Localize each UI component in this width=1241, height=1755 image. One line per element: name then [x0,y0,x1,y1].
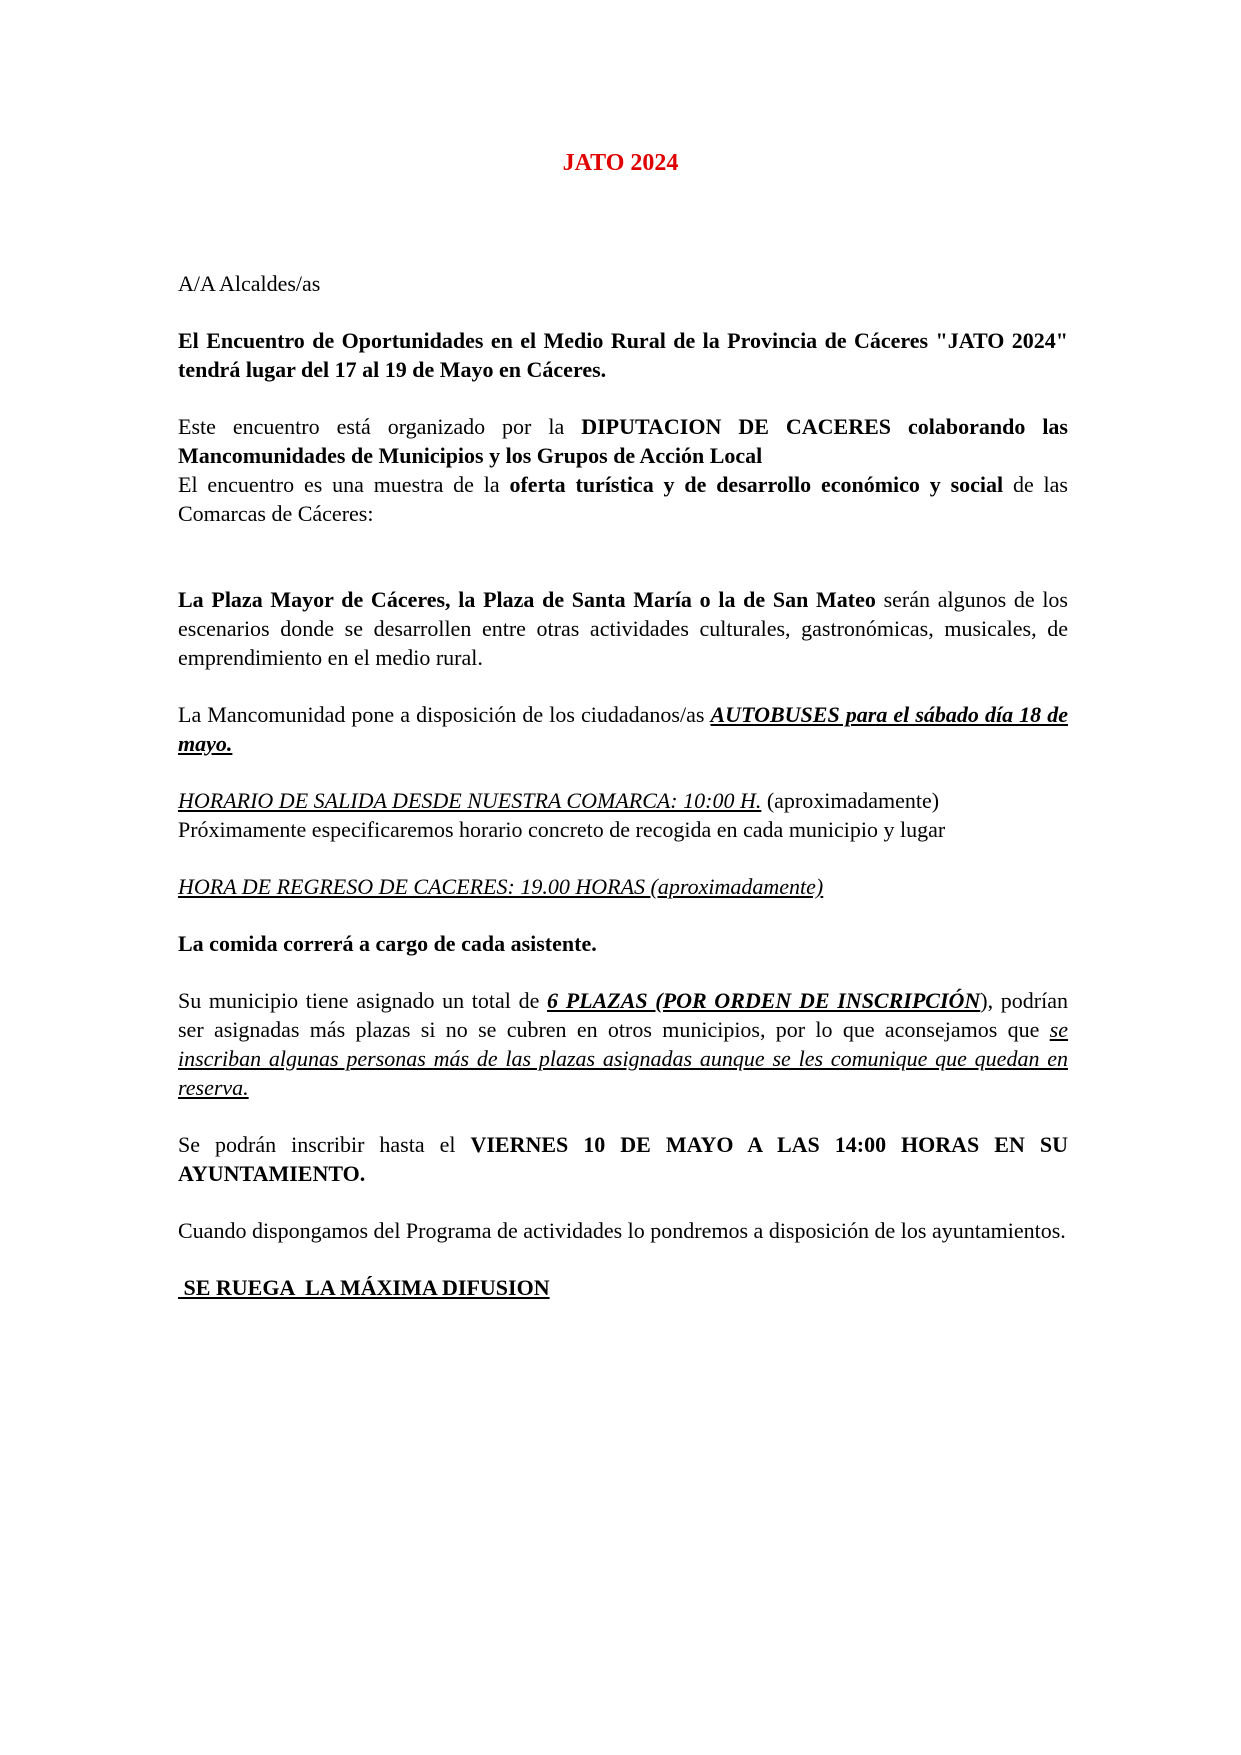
seats-middle: ), podrían ser asignadas más plazas si no se cubren en otros municipios, por lo que aconsejamos que [178,988,1069,1042]
seats-advice: se inscriban algunas personas más de las plazas asignadas aunque se les comunique que quedan en reserva. [178,1017,1068,1100]
seats-highlight: 6 PLAZAS (POR ORDEN DE INSCRIPCIÓN [547,988,981,1013]
meal-paragraph: La comida correrá a cargo de cada asistente. [178,931,597,956]
buses-highlight: AUTOBUSES para el sábado día 18 de mayo. [178,702,1068,756]
organizer-bold: DIPUTACION DE CACERES colaborando las Mancomunidades de Municipios y los Grupos de Acción Local [178,414,1068,468]
showcase-paragraph [178,470,1068,528]
buses-paragraph [178,700,1068,758]
closing-request: SE RUEGA LA MÁXIMA DIFUSION [178,1275,550,1300]
closing-paragraph [178,1273,1068,1302]
return-paragraph [178,872,1068,901]
greeting: A/A Alcaldes/as [178,271,321,296]
venues-paragraph [178,585,1068,672]
organizer-paragraph [178,412,1068,470]
seats-paragraph [178,986,1068,1102]
intro-paragraph: El Encuentro de Oportunidades en el Medio Rural de la Provincia de Cáceres "JATO 2024" tendrá lugar del 17 al 19 de Mayo en Cáceres. [178,328,1068,382]
program-paragraph: Cuando dispongamos del Programa de actividades lo pondremos a disposición de los ayuntamientos. [178,1218,1066,1243]
deadline-bold: VIERNES 10 DE MAYO A LAS 14:00 HORAS EN SU AYUNTAMIENTO. [178,1132,1068,1186]
document-body [178,269,1068,1330]
showcase-bold: oferta turística y de desarrollo económico y social [509,472,1004,497]
deadline-text: Se podrán inscribir hasta el [178,1132,471,1157]
organizer-text: Este encuentro está organizado por la [178,414,582,439]
departure-time: HORARIO DE SALIDA DESDE NUESTRA COMARCA: 10:00 H. [178,788,762,813]
return-time: HORA DE REGRESO DE CACERES: 19.00 HORAS (aproximadamente) [178,874,824,899]
showcase-text: El encuentro es una muestra de la [178,472,510,497]
deadline-paragraph [178,1130,1068,1188]
showcase-end: de las Comarcas de Cáceres: [178,472,1068,526]
venues-text: serán algunos de los escenarios donde se desarrollen entre otras actividades culturales, gastronómicas, musicales, de emprendimiento en el medio rural. [178,587,1068,670]
pickup-note: Próximamente especificaremos horario concreto de recogida en cada municipio y lugar [178,817,946,842]
buses-text: La Mancomunidad pone a disposición de los ciudadanos/as [178,702,711,727]
departure-paragraph [178,786,1068,844]
venues-bold: La Plaza Mayor de Cáceres, la Plaza de Santa María o la de San Mateo [178,587,876,612]
departure-approx: (aproximadamente) [761,788,940,813]
seats-text: Su municipio tiene asignado un total de [178,988,548,1013]
document-title: JATO 2024 [562,150,679,176]
